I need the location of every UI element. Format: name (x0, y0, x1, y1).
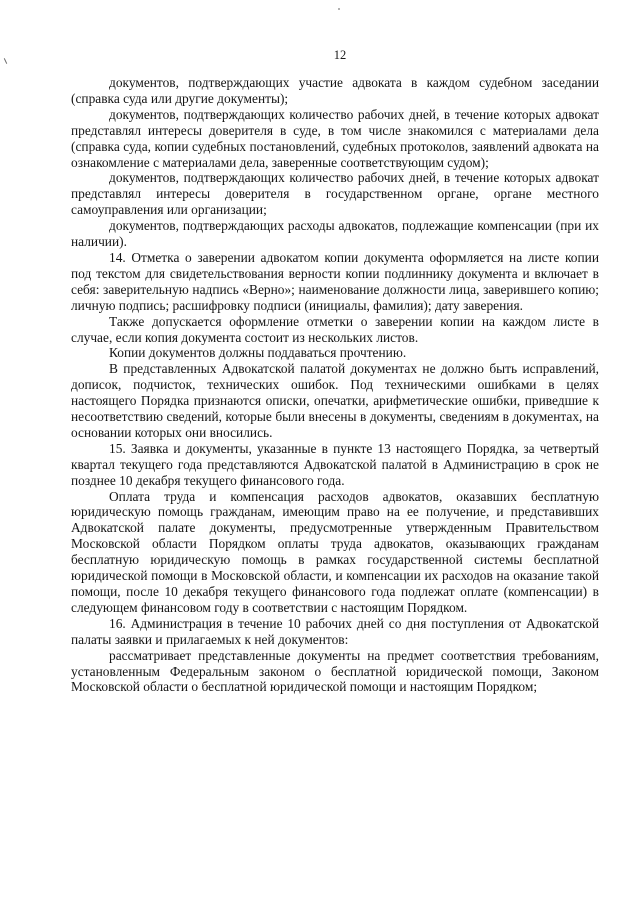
document-body (71, 75, 599, 695)
paragraph-documents-court-participation: документов, подтверждающих участие адвоката в каждом судебном заседании (справка суда или другие документы); (71, 75, 599, 106)
paragraph-copies-legible: Копии документов должны поддаваться прочтению. (109, 345, 407, 361)
paragraph-clause-15: 15. Заявка и документы, указанные в пункте 13 настоящего Порядка, за четвертый квартал текущего года представляются Адвокатской палатой в Администрацию в срок не позднее 10 декабря текущего финансового года. (71, 440, 599, 488)
paragraph-clause-16: 16. Администрация в течение 10 рабочих дней со дня поступления от Адвокатской палаты заявки и прилагаемых к ней документов: (71, 615, 599, 647)
paragraph-clause-14: 14. Отметка о заверении адвокатом копии документа оформляется на листе копии под текстом для свидетельствования верности копии подлиннику документа и включает в себя: заверительную надпись «Верно»; наименование должности лица, заверившего копию; личную подпись; расшифровку подписи (инициалы, фамилия); дату заверения. (71, 249, 599, 313)
scan-artifact-dot (338, 8, 340, 10)
paragraph-copy-certification-each-sheet: Также допускается оформление отметки о заверении копии на каждом листе в случае, если копия документа состоит из нескольких листов. (71, 313, 599, 345)
paragraph-documents-expenses: документов, подтверждающих расходы адвокатов, подлежащие компенсации (при их наличии). (71, 218, 599, 250)
paragraph-review-documents: рассматривает представленные документы на предмет соответствия требованиям, установленным Федеральным законом о бесплатной юридической помощи, Законом Московской области о бесплатной юридической помощи и настоящим Порядком; (71, 647, 599, 695)
paragraph-payment-next-year: Оплата труда и компенсация расходов адвокатов, оказавших бесплатную юридическую помощь гражданам, имеющим право на ее получение, и представивших Адвокатской палате документы, предусмотренные утвержденным Правительством Московской области Порядком оплаты труда адвокатов, оказывающих гражданам бесплатную юридическую помощь в рамках государственной системы бесплатной юридической помощи в Московской области, и компенсации их расходов на оказание такой помощи, после 10 декабря текущего финансового года подлежат оплате (компенсации) в следующем финансовом году в соответствии с настоящим Порядком. (71, 488, 599, 615)
paragraph-documents-court-days: документов, подтверждающих количество рабочих дней, в течение которых адвокат представлял интересы доверителя в суде, в том числе знакомился с материалами дела (справка суда, копии судебных постановлений, судебных протоколов, заявлений адвоката на ознакомление с материалами дела, заверенные соответствующим судом); (71, 106, 599, 170)
paragraph-technical-errors: В представленных Адвокатской палатой документах не должно быть исправлений, дописок, подчисток, технических ошибок. Под техническими ошибками в целях настоящего Порядка признаются описки, опечатки, арифметические ошибки, приведшие к несоответствию сведений, которые были внесены в документы, сведениям в документах, на основании которых они вносились. (71, 361, 599, 440)
page-number: 12 (333, 48, 347, 62)
paragraph-documents-state-body-days: документов, подтверждающих количество рабочих дней, в течение которых адвокат представлял интересы доверителя в государственном органе, органе местного самоуправления или организации; (71, 170, 599, 218)
